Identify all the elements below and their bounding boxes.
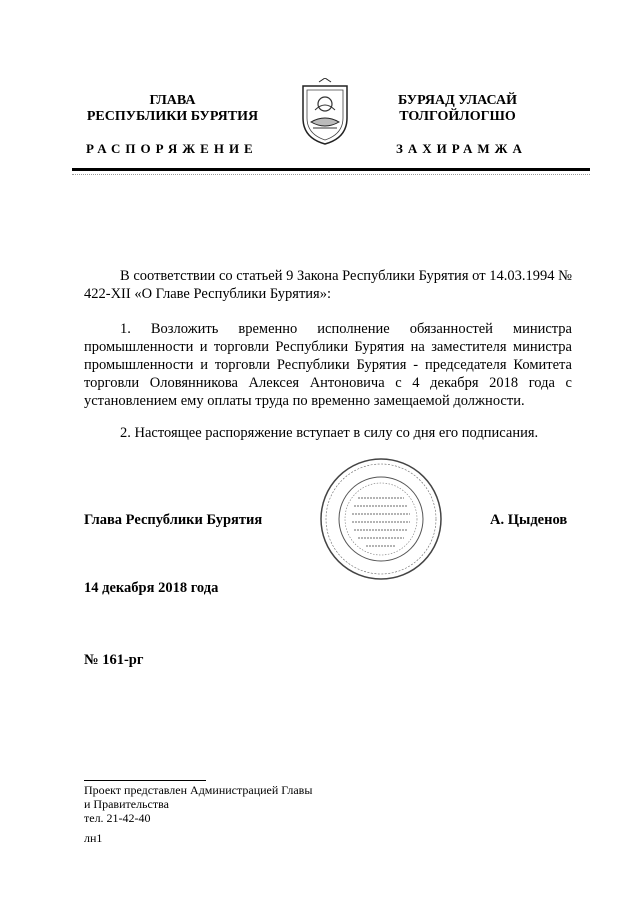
footer-rule [84, 780, 206, 781]
header-right-line1: БУРЯАД УЛАСАЙ [398, 93, 517, 108]
item2-text: 2. Настоящее распоряжение вступает в силу со дня его подписания. [120, 425, 539, 441]
footer-line2: и Правительства [84, 797, 169, 811]
signatory-position: Глава Республики Бурятия [84, 512, 263, 528]
official-stamp-icon [318, 456, 444, 582]
item1-text: 1. Возложить временно исполнение обязанностей министра промышленности и торговли Республики Бурятия на заместителя министра промышленности и торговли Республики Бурятия - председателя Комитета торговли Оловянникова Алексея Антоновича с 4 декабря 2018 года с установлением ему оплаты труда по временно замещаемой должности. [84, 321, 572, 409]
item2-paragraph [84, 424, 572, 442]
preamble-paragraph [84, 267, 572, 303]
item1-paragraph [84, 320, 572, 410]
document-number: № 161-рг [84, 652, 144, 668]
header-divider [72, 168, 590, 171]
signatory-name: А. Цыденов [490, 512, 568, 528]
header-dotted-divider [72, 174, 590, 175]
footer-line1: Проект представлен Администрацией Главы [84, 783, 313, 797]
footer-initials: лн1 [84, 831, 103, 845]
header-left-doc-type: РАСПОРЯЖЕНИЕ [86, 141, 258, 156]
coat-of-arms-icon [295, 78, 355, 148]
footer-phone: тел. 21-42-40 [84, 811, 151, 825]
header-right-doc-type: ЗАХИРАМЖА [396, 141, 527, 156]
header-left-line1: ГЛАВА [149, 93, 196, 108]
header-left-line2: РЕСПУБЛИКИ БУРЯТИЯ [86, 109, 259, 124]
header-right-line2: ТОЛГОЙЛОГШО [399, 109, 516, 124]
document-date: 14 декабря 2018 года [84, 580, 219, 596]
preamble-text: В соответствии со статьей 9 Закона Республики Бурятия от 14.03.1994 № 422-XII «О Главе Республики Бурятия»: [84, 268, 572, 302]
